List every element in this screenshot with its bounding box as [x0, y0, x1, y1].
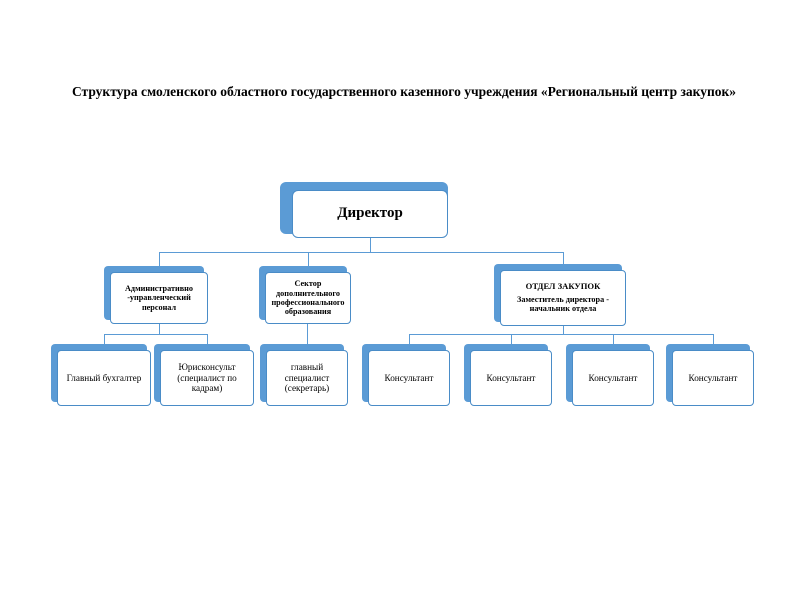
connector-to-admin — [159, 252, 160, 272]
node-procurement-title: ОТДЕЛ ЗАКУПОК — [525, 281, 601, 292]
node-legal-adviser-label: Юрисконсульт (специалист по кадрам) — [177, 362, 237, 394]
node-administrative-staff-label: Административно -управленческий персонал — [125, 283, 193, 312]
node-chief-specialist[interactable] — [266, 350, 348, 406]
node-consultant-2[interactable] — [470, 350, 552, 406]
connector-to-cons3 — [613, 334, 614, 350]
node-chief-accountant-label: Главный бухгалтер — [66, 372, 142, 383]
node-consultant-1[interactable] — [368, 350, 450, 406]
connector-to-jurist — [207, 334, 208, 350]
connector-zakupki-bus — [409, 334, 713, 335]
node-chief-accountant[interactable] — [57, 350, 151, 406]
connector-level1-bus — [159, 252, 563, 253]
connector-admin-bus — [104, 334, 207, 335]
page-title: Структура смоленского областного государственного казенного учреждения «Региональный центр закупок» — [71, 84, 737, 99]
node-administrative-staff[interactable] — [110, 272, 208, 324]
node-procurement-department-labels — [501, 282, 625, 314]
node-procurement-department[interactable] — [500, 270, 626, 326]
node-consultant-3[interactable] — [572, 350, 654, 406]
node-consultant-4-label: Консультант — [688, 372, 738, 383]
node-consultant-3-label: Консультант — [588, 372, 638, 383]
node-legal-adviser[interactable] — [160, 350, 254, 406]
node-consultant-1-label: Консультант — [384, 372, 434, 383]
node-consultant-2-label: Консультант — [486, 372, 536, 383]
connector-to-cons4 — [713, 334, 714, 350]
node-consultant-4[interactable] — [672, 350, 754, 406]
connector-admin-stem — [159, 324, 160, 334]
node-chief-specialist-label: главный специалист (секретарь) — [284, 362, 330, 394]
connector-to-zakupki — [563, 252, 564, 270]
node-education-sector-label: Сектор дополнительного профессионального образования — [271, 279, 345, 317]
connector-to-sector — [308, 252, 309, 272]
connector-zakupki-stem — [563, 326, 564, 334]
connector-director-stem — [370, 238, 371, 252]
connector-to-buh — [104, 334, 105, 350]
node-director[interactable] — [292, 190, 448, 238]
connector-to-cons2 — [511, 334, 512, 350]
node-procurement-subtitle: Заместитель директора - начальник отдела — [517, 295, 609, 314]
node-education-sector[interactable] — [265, 272, 351, 324]
node-director-label: Директор — [337, 205, 403, 222]
connector-to-cons1 — [409, 334, 410, 350]
connector-sector-stem — [307, 324, 308, 350]
